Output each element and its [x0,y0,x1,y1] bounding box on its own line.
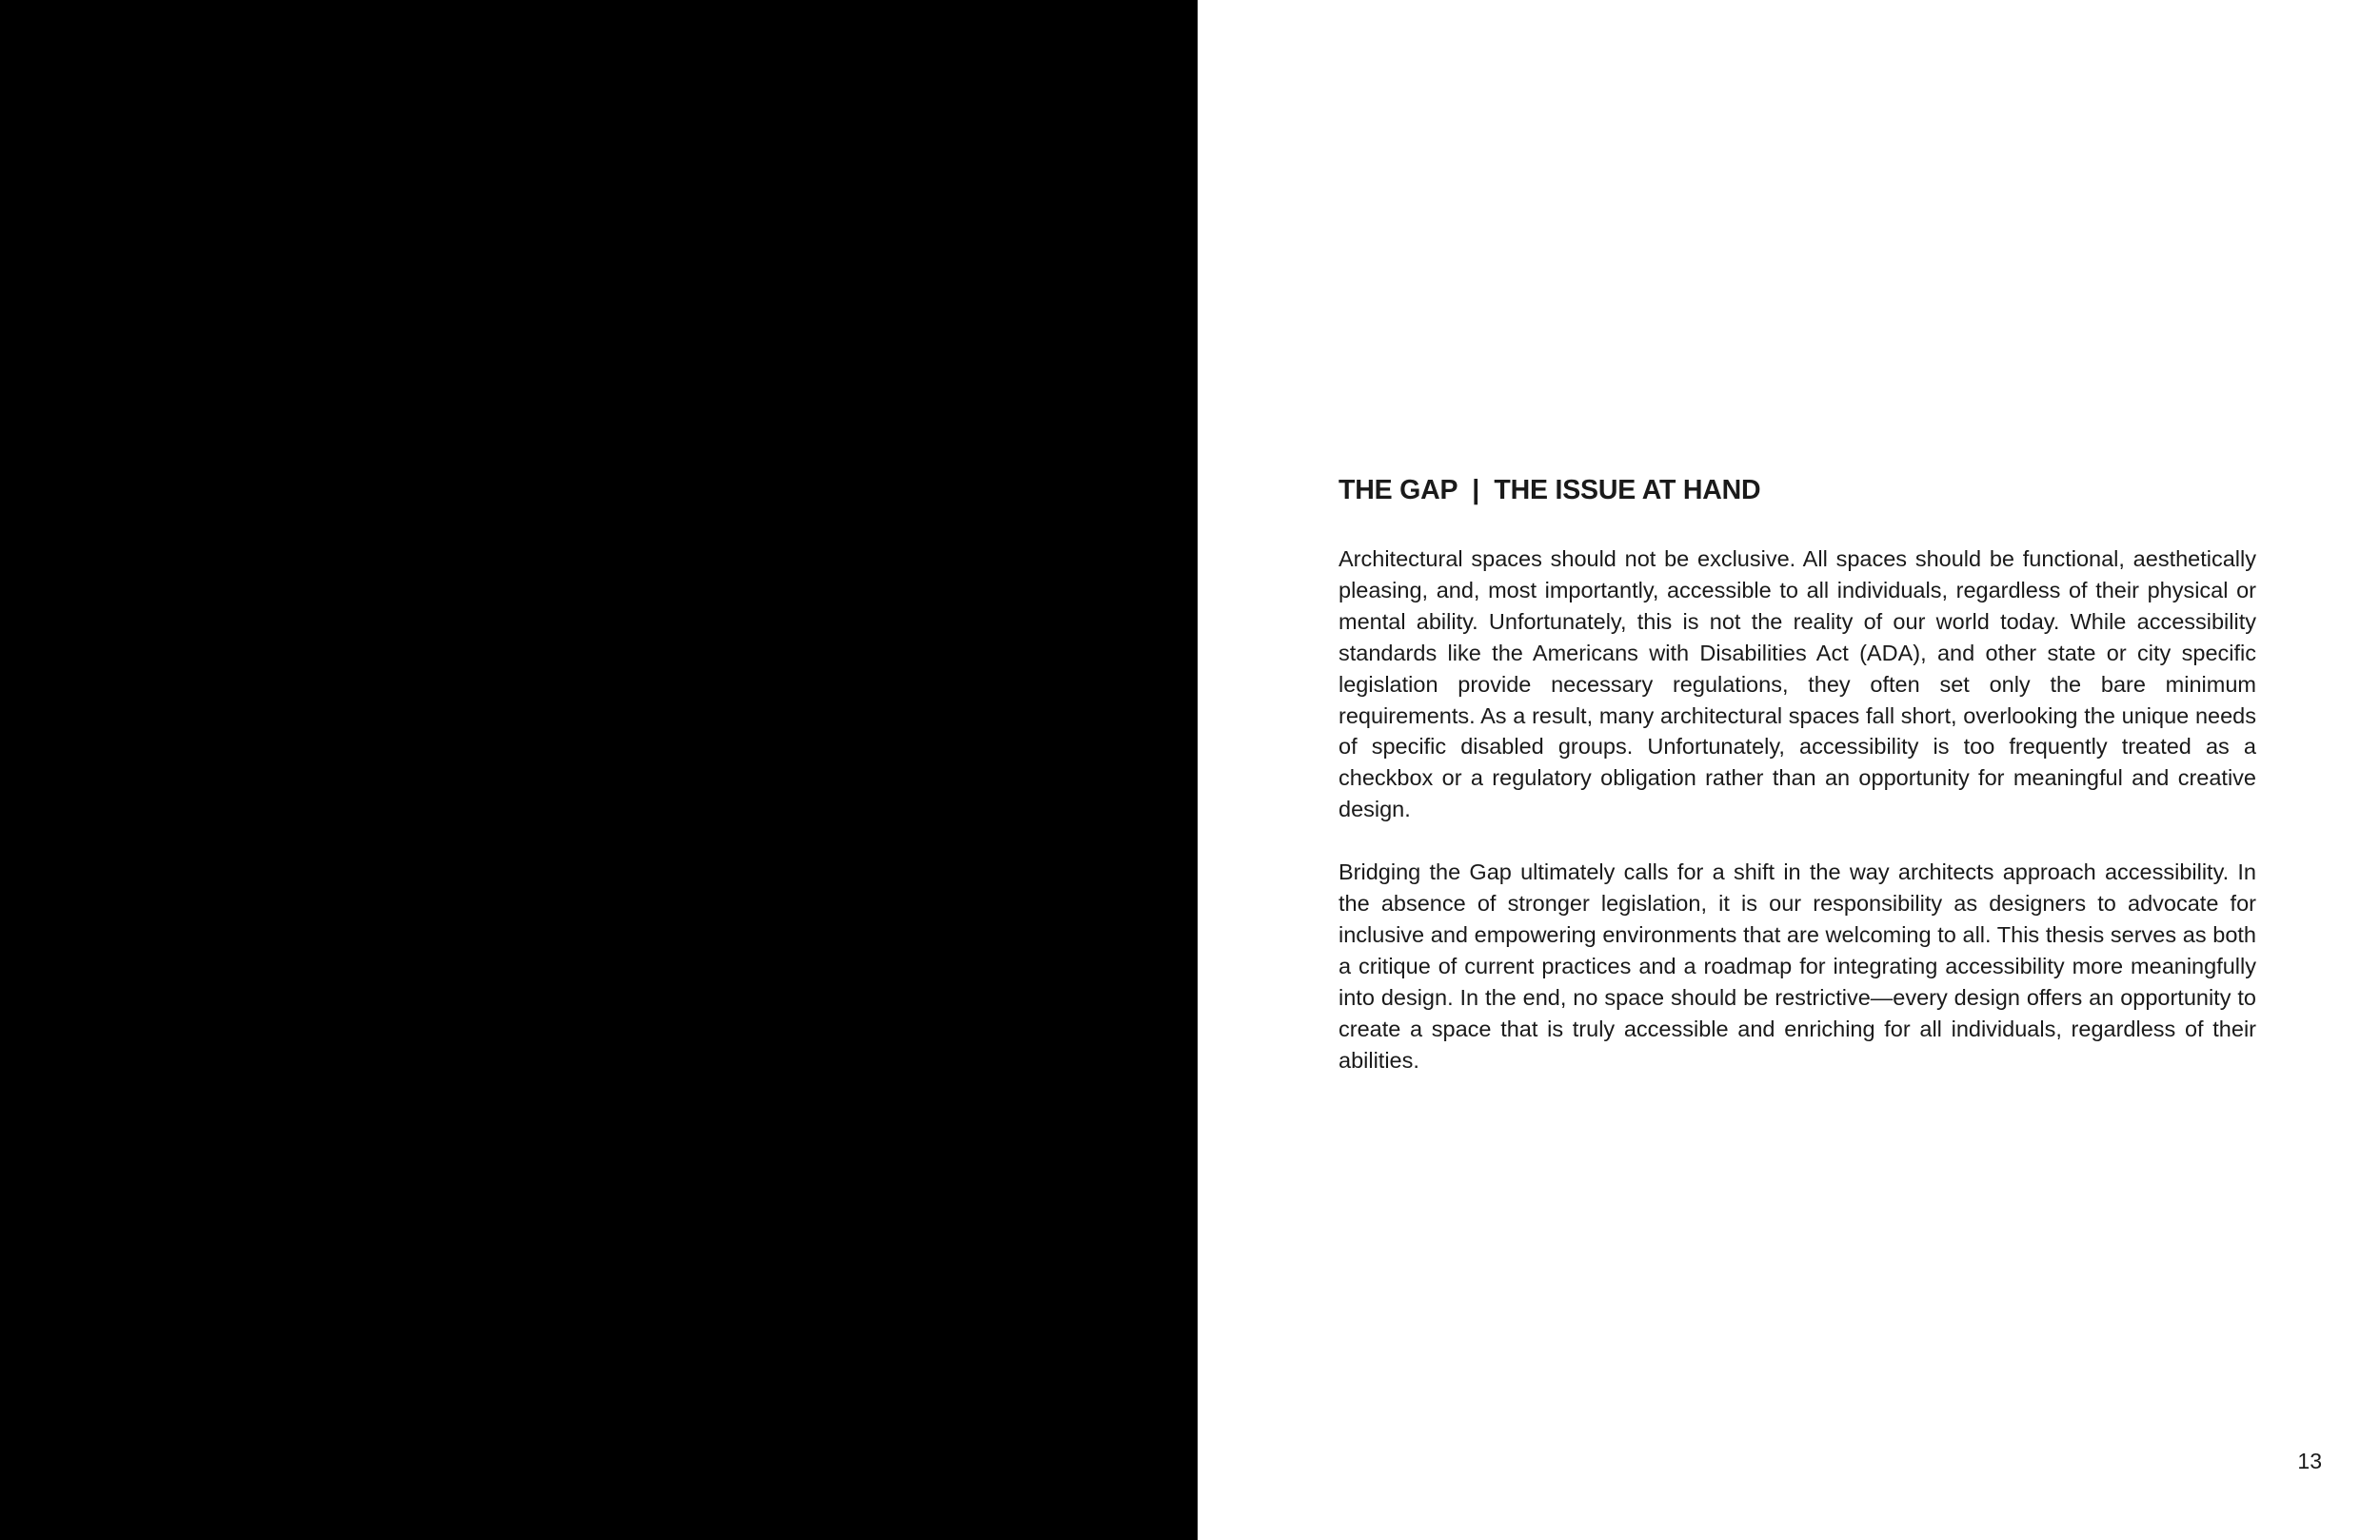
page-number: 13 [2297,1449,2322,1473]
paragraph-1: Architectural spaces should not be exclusive. All spaces should be functional, aesthetically pleasing, and, most importantly, accessible to all individuals, regardless of their physical or mental ability. Unfortunately, this is not the reality of our world today. While accessibility standards like the Americans with Disabilities Act (ADA), and other state or city specific legislation provide necessary regulations, they often set only the bare minimum requirements. As a result, many architectural spaces fall short, overlooking the unique needs of specific disabled groups. Unfortunately, accessibility is too frequently treated as a checkbox or a regulatory obligation rather than an opportunity for meaningful and creative design. [1339,546,2256,822]
text-right-page [1198,0,2380,1540]
page-content [1339,471,2256,1108]
paragraph-2: Bridging the Gap ultimately calls for a shift in the way architects approach accessibility. In the absence of stronger legislation, it is our responsibility as designers to advocate for inclusive and empowering environments that are welcoming to all. This thesis serves as both a critique of current practices and a roadmap for integrating accessibility more meaningfully into design. In the end, no space should be restrictive—every design offers an opportunity to create a space that is truly accessible and enriching for all individuals, regardless of their abilities. [1339,859,2256,1073]
section-heading: THE GAP | THE ISSUE AT HAND [1339,475,1761,505]
